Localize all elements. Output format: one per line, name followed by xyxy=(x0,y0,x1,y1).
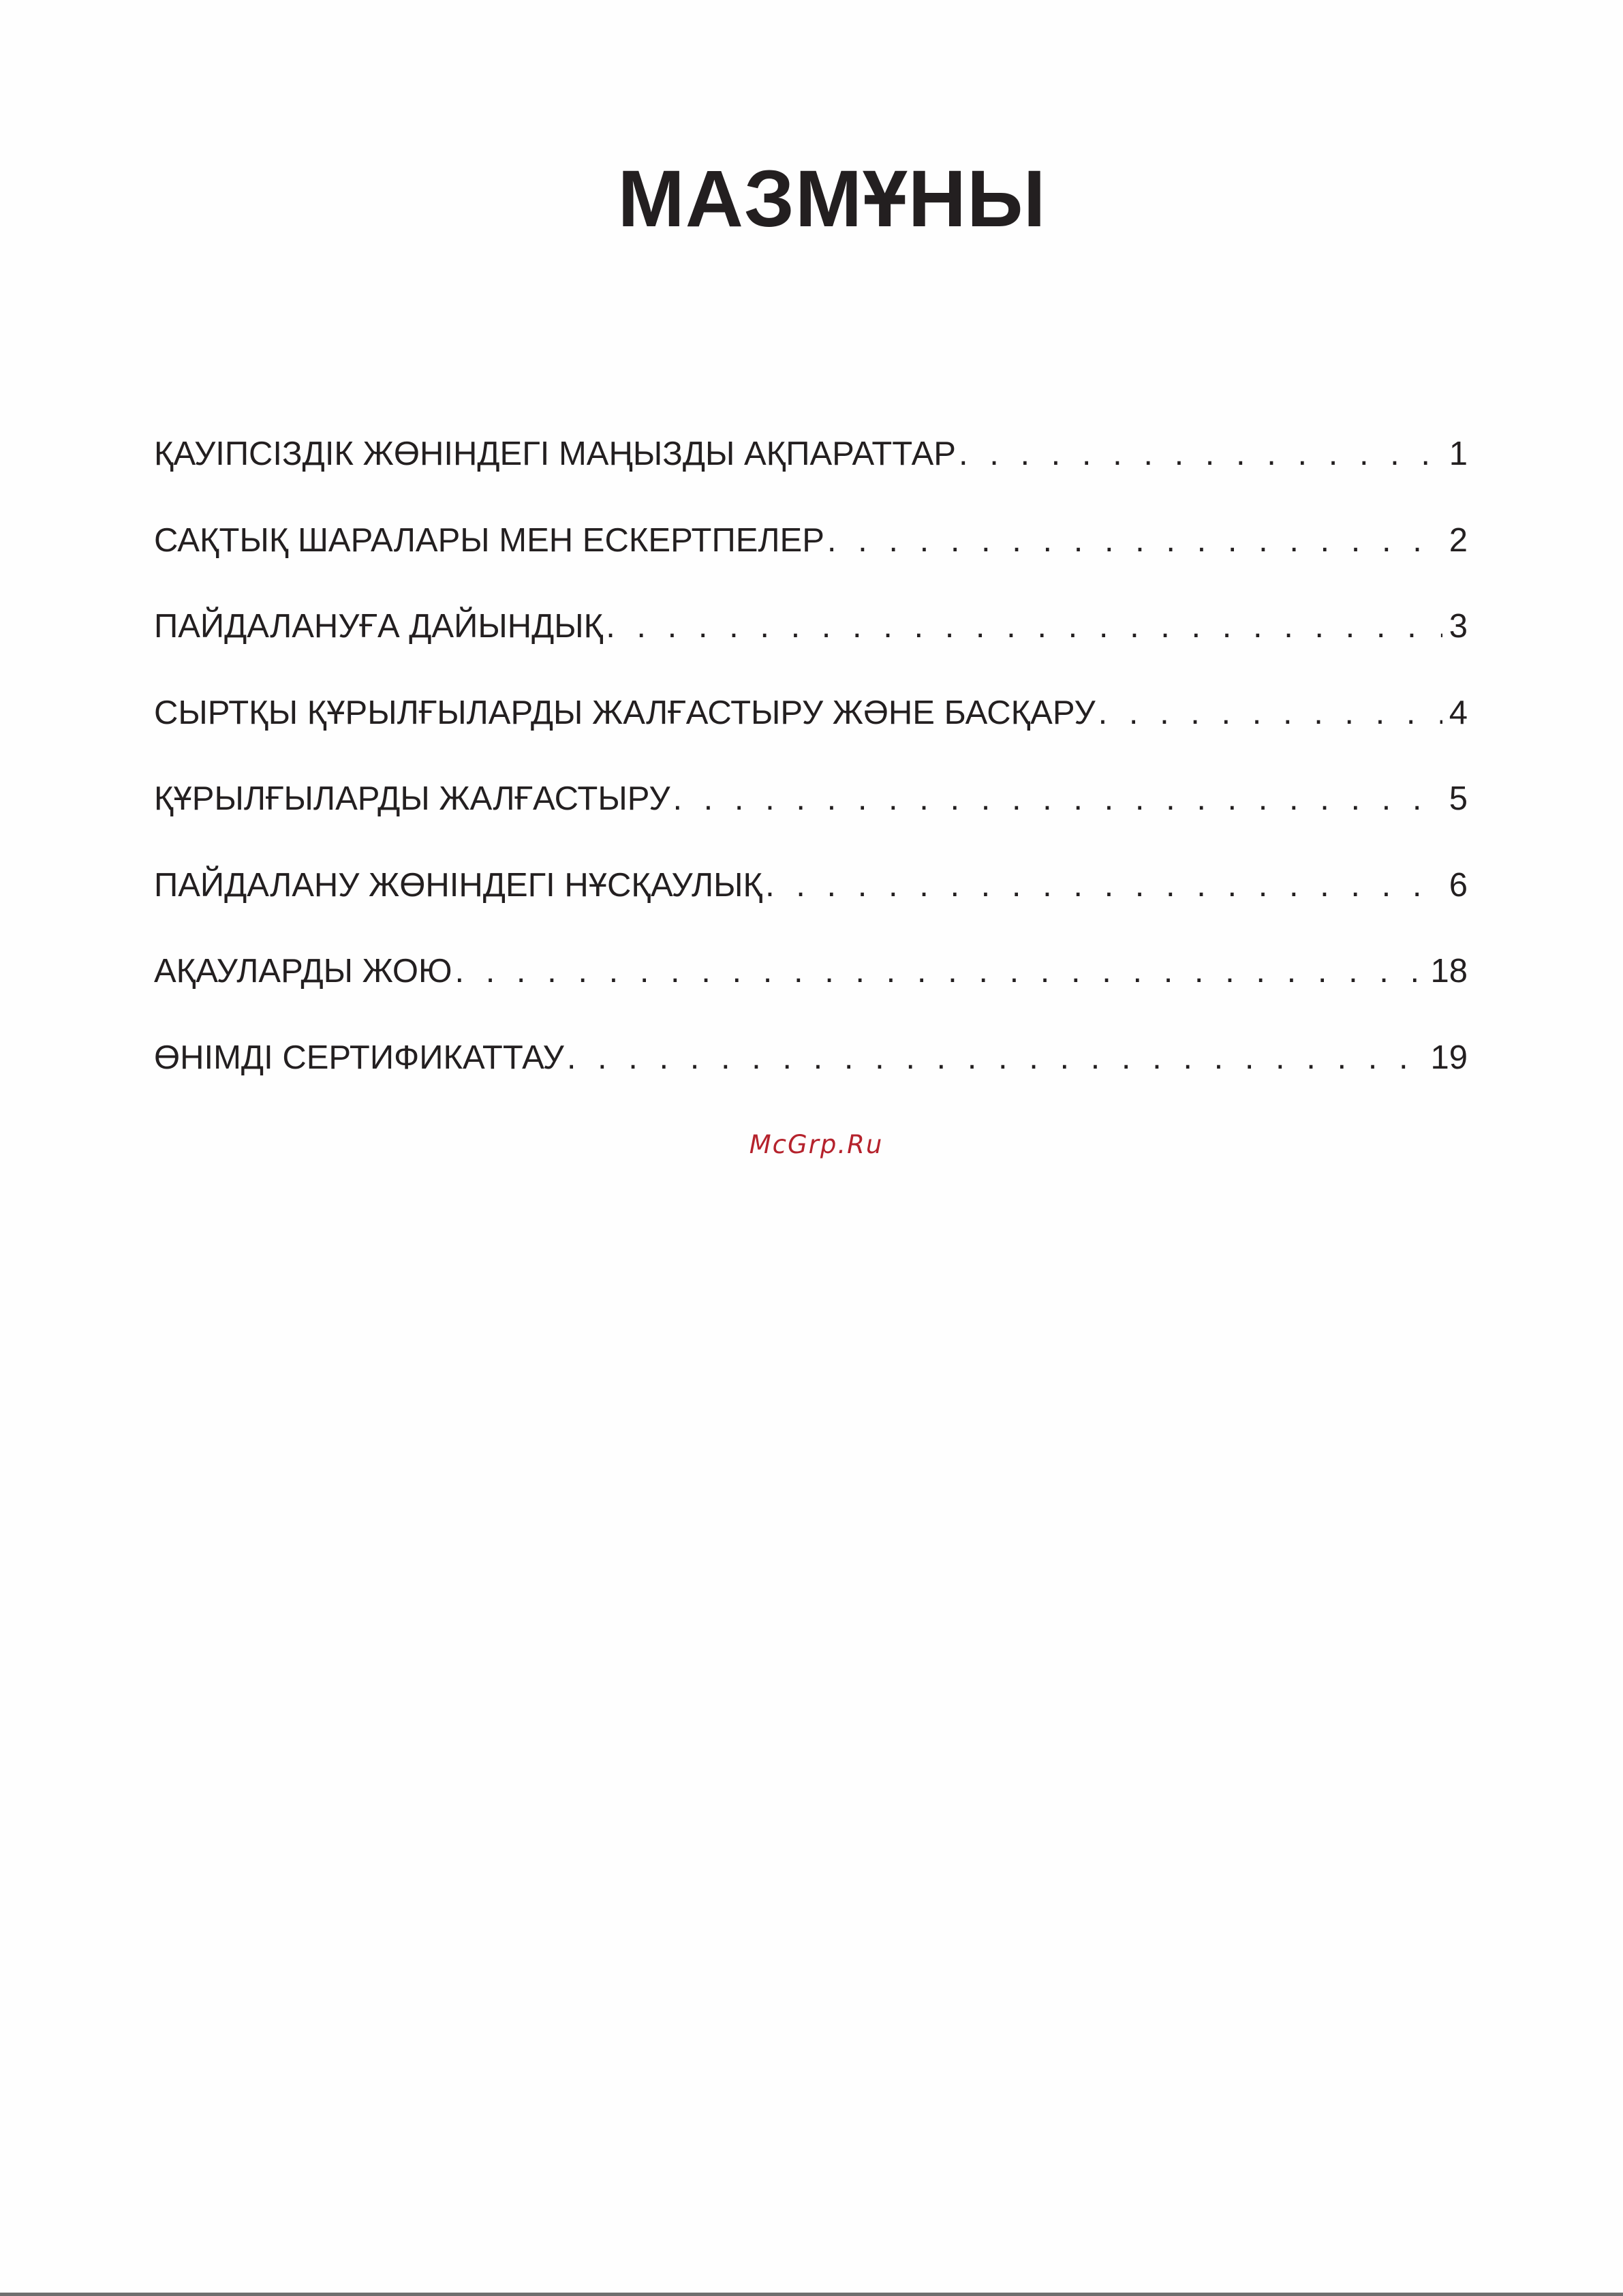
toc-entry-page: 4 xyxy=(1449,694,1468,731)
toc-dot-leader xyxy=(959,427,1442,481)
toc-entry-page: 3 xyxy=(1449,608,1468,645)
page-title: МАЗМҰНЫ xyxy=(617,154,1047,244)
toc-dot-leader xyxy=(673,771,1442,826)
toc-dot-leader xyxy=(454,944,1423,998)
toc-entry[interactable] xyxy=(154,771,1468,858)
table-of-contents xyxy=(154,427,1468,1116)
toc-entry[interactable] xyxy=(154,944,1468,1030)
toc-entry-page: 5 xyxy=(1449,780,1468,817)
toc-dot-leader xyxy=(765,858,1442,913)
toc-entry[interactable] xyxy=(154,1030,1468,1117)
toc-entry-page: 6 xyxy=(1449,866,1468,904)
toc-entry-title: САҚТЫҚ ШАРАЛАРЫ МЕН ЕСКЕРТПЕЛЕР xyxy=(154,521,824,559)
toc-entry-title: АҚАУЛАРДЫ ЖОЮ xyxy=(154,953,452,990)
toc-entry[interactable] xyxy=(154,427,1468,513)
toc-entry-title: ӨНІМДІ СЕРТИФИКАТТАУ xyxy=(154,1039,564,1076)
toc-entry[interactable] xyxy=(154,599,1468,686)
toc-entry-page: 18 xyxy=(1430,953,1468,990)
toc-entry-title: ҚҰРЫЛҒЫЛАРДЫ ЖАЛҒАСТЫРУ xyxy=(154,780,670,817)
toc-entry-title: ПАЙДАЛАНУ ЖӨНІНДЕГІ НҰСҚАУЛЫҚ xyxy=(154,866,763,904)
toc-entry-title: ПАЙДАЛАНУҒА ДАЙЫНДЫҚ xyxy=(154,608,604,645)
toc-entry[interactable] xyxy=(154,686,1468,772)
page-bottom-divider xyxy=(0,2293,1623,2296)
toc-entry-page: 2 xyxy=(1449,521,1468,559)
toc-dot-leader xyxy=(567,1030,1424,1085)
toc-entry-title: ҚАУІПСІЗДІК ЖӨНІНДЕГІ МАҢЫЗДЫ АҚПАРАТТАР xyxy=(154,435,956,472)
toc-entry-page: 19 xyxy=(1430,1039,1468,1076)
toc-entry-title: СЫРТҚЫ ҚҰРЫЛҒЫЛАРДЫ ЖАЛҒАСТЫРУ ЖӘНЕ БАСҚАРУ xyxy=(154,694,1096,731)
watermark-text[interactable]: McGrp.Ru xyxy=(749,1130,884,1159)
toc-dot-leader xyxy=(606,599,1442,654)
toc-entry-page: 1 xyxy=(1449,435,1468,472)
toc-entry[interactable] xyxy=(154,513,1468,600)
toc-entry[interactable] xyxy=(154,858,1468,945)
toc-dot-leader xyxy=(1098,686,1442,740)
toc-dot-leader xyxy=(827,513,1442,568)
